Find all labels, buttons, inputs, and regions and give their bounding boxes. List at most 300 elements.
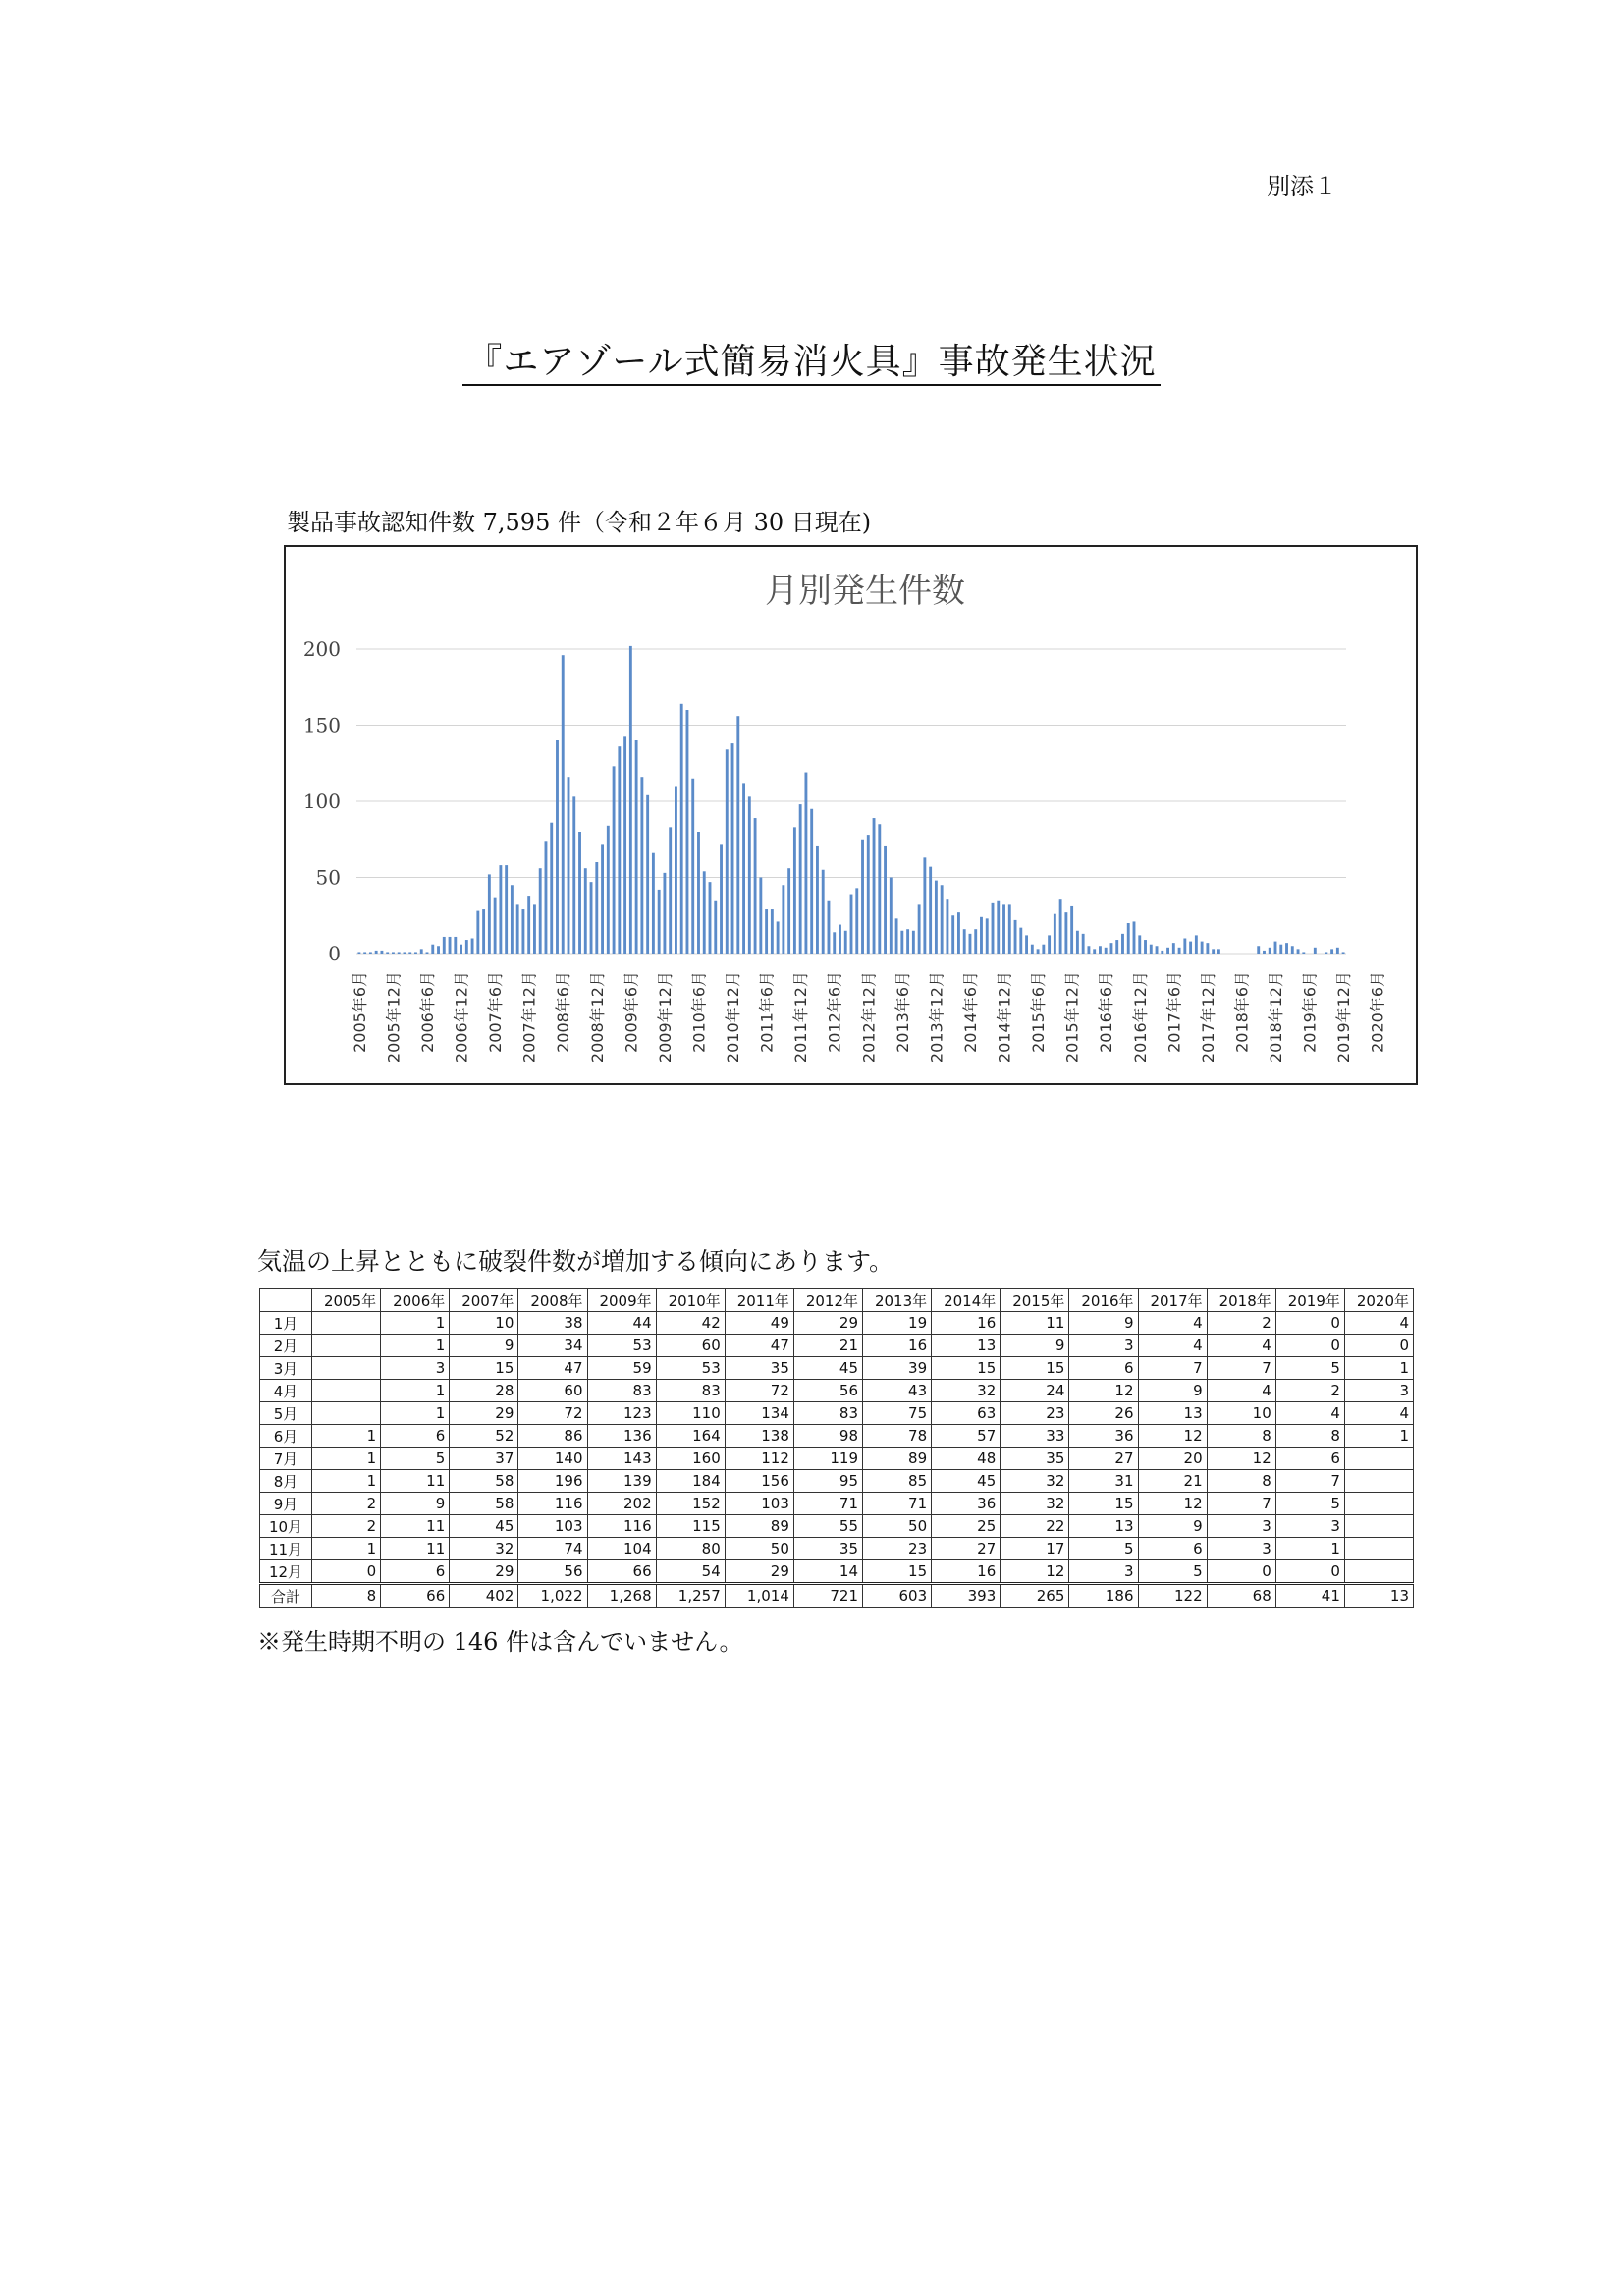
chart-bar: [1150, 945, 1153, 954]
y-tick-label: 0: [328, 942, 341, 965]
table-cell: 32: [1001, 1470, 1069, 1493]
table-cell: 3: [381, 1357, 450, 1380]
chart-bar: [782, 885, 784, 954]
table-cell: 32: [932, 1380, 1001, 1402]
x-tick-label: 2014年12月: [995, 971, 1014, 1064]
table-cell: 27: [932, 1538, 1001, 1560]
table-body: [260, 1312, 1414, 1608]
table-cell: 50: [863, 1515, 932, 1538]
x-tick-label: 2008年6月: [554, 971, 573, 1053]
table-cell: 13: [1138, 1402, 1207, 1425]
table-cell: 12: [1001, 1560, 1069, 1584]
chart-bar: [516, 904, 519, 954]
table-row: [260, 1470, 1414, 1493]
x-tick-label: 2015年12月: [1062, 971, 1082, 1064]
chart-bar: [669, 827, 672, 954]
table-cell: 5: [1275, 1493, 1344, 1515]
chart-bar: [556, 740, 559, 954]
chart-bar: [890, 878, 893, 955]
chart-bar: [1059, 899, 1062, 954]
table-cell: 7: [1275, 1470, 1344, 1493]
table-cell: 72: [518, 1402, 587, 1425]
chart-bar: [1144, 940, 1147, 954]
chart-bar: [1110, 943, 1113, 954]
unknown-period-note: ※発生時期不明の 146 件は含んでいません。: [257, 1628, 743, 1656]
table-cell: 1: [381, 1402, 450, 1425]
column-header: 2010年: [656, 1289, 725, 1312]
table-cell: 26: [1069, 1402, 1138, 1425]
total-cell: 13: [1344, 1584, 1413, 1608]
chart-bar: [1172, 943, 1175, 954]
chart-bar: [408, 952, 411, 954]
table-cell: 103: [518, 1515, 587, 1538]
chart-bar: [900, 931, 903, 954]
table-cell: 66: [587, 1560, 656, 1584]
table-cell: 0: [1275, 1335, 1344, 1357]
chart-bar: [1201, 942, 1204, 954]
chart-bar: [1263, 951, 1266, 954]
table-cell: 12: [1138, 1425, 1207, 1448]
x-tick-label: 2012年12月: [859, 971, 879, 1064]
table-cell: 45: [450, 1515, 518, 1538]
table-cell: 28: [450, 1380, 518, 1402]
chart-bar: [1330, 949, 1333, 954]
total-cell: 1,268: [587, 1584, 656, 1608]
column-header: 2013年: [863, 1289, 932, 1312]
chart-bar: [736, 716, 739, 954]
table-cell: 23: [1001, 1402, 1069, 1425]
total-cell: 66: [381, 1584, 450, 1608]
table-cell: 36: [932, 1493, 1001, 1515]
table-cell: 6: [1138, 1538, 1207, 1560]
chart-bar: [691, 779, 694, 954]
table-cell: 156: [725, 1470, 793, 1493]
table-cell: 136: [587, 1425, 656, 1448]
chart-bar: [1274, 942, 1277, 954]
chart-bar: [471, 939, 474, 955]
chart-bar: [505, 865, 508, 954]
chart-bar: [946, 899, 948, 954]
chart-svg: [286, 547, 1416, 1083]
chart-bar: [488, 874, 491, 954]
table-cell: 4: [1207, 1380, 1275, 1402]
table-cell: 160: [656, 1448, 725, 1470]
chart-bar: [1206, 943, 1209, 954]
chart-bar: [392, 952, 395, 954]
chart-bar: [1025, 935, 1028, 954]
table-cell: 11: [381, 1538, 450, 1560]
column-header: 2018年: [1207, 1289, 1275, 1312]
table-cell: 11: [381, 1470, 450, 1493]
chart-bar: [380, 951, 383, 954]
chart-bar: [1138, 935, 1141, 954]
chart-bar: [765, 909, 768, 954]
column-header: 2007年: [450, 1289, 518, 1312]
table-cell: 60: [656, 1335, 725, 1357]
table-cell: 56: [518, 1560, 587, 1584]
chart-bar: [929, 867, 932, 954]
table-cell: 6: [381, 1560, 450, 1584]
x-tick-label: 2007年12月: [519, 971, 539, 1064]
chart-bar: [1257, 946, 1260, 954]
y-axis-ticks: [303, 637, 341, 965]
table-cell: 80: [656, 1538, 725, 1560]
table-cell: 21: [1138, 1470, 1207, 1493]
table-cell: 71: [793, 1493, 862, 1515]
total-cell: 122: [1138, 1584, 1207, 1608]
table-cell: 4: [1344, 1402, 1413, 1425]
chart-bar: [839, 925, 841, 954]
table-cell: [312, 1380, 381, 1402]
column-header: 2008年: [518, 1289, 587, 1312]
chart-bar: [969, 934, 972, 954]
chart-bar: [584, 868, 587, 954]
chart-bar: [663, 873, 666, 954]
table-row: [260, 1538, 1414, 1560]
total-cell: 186: [1069, 1584, 1138, 1608]
table-row: [260, 1312, 1414, 1335]
chart-bar: [363, 952, 366, 954]
chart-bar: [1285, 943, 1288, 954]
document-title-text: 『エアゾール式簡易消火具』事故発生状況: [462, 342, 1160, 386]
chart-bar: [1014, 920, 1017, 954]
total-cell: 1,022: [518, 1584, 587, 1608]
table-cell: 50: [725, 1538, 793, 1560]
chart-bar: [1212, 949, 1215, 954]
table-cell: 12: [1138, 1493, 1207, 1515]
table-cell: 0: [1275, 1312, 1344, 1335]
table-cell: 89: [863, 1448, 932, 1470]
table-cell: 39: [863, 1357, 932, 1380]
table-cell: 8: [1207, 1470, 1275, 1493]
x-tick-label: 2012年6月: [825, 971, 844, 1053]
chart-bar: [1133, 921, 1136, 954]
chart-bar: [844, 931, 847, 954]
table-cell: 103: [725, 1493, 793, 1515]
chart-bar: [1019, 928, 1022, 954]
row-header: 7月: [260, 1448, 312, 1470]
chart-bar: [646, 795, 649, 954]
x-tick-label: 2008年12月: [587, 971, 607, 1064]
chart-bar: [1087, 946, 1090, 954]
chart-bar: [951, 915, 954, 954]
table-cell: 6: [1069, 1357, 1138, 1380]
table-cell: 42: [656, 1312, 725, 1335]
chart-bar: [1342, 952, 1345, 954]
row-header: 4月: [260, 1380, 312, 1402]
table-row: [260, 1515, 1414, 1538]
table-cell: 15: [1001, 1357, 1069, 1380]
table-cell: 1: [381, 1312, 450, 1335]
table-total-row: [260, 1584, 1414, 1608]
x-tick-label: 2009年12月: [655, 971, 675, 1064]
row-header: 5月: [260, 1402, 312, 1425]
table-cell: 75: [863, 1402, 932, 1425]
chart-bar: [420, 949, 423, 954]
y-tick-label: 50: [315, 865, 341, 890]
chart-bar: [1166, 948, 1169, 954]
x-tick-label: 2015年6月: [1029, 971, 1049, 1053]
table-cell: 0: [1344, 1335, 1413, 1357]
table-cell: 1: [381, 1335, 450, 1357]
table-cell: 29: [450, 1560, 518, 1584]
table-cell: 123: [587, 1402, 656, 1425]
chart-bar: [742, 783, 745, 954]
chart-bar: [595, 862, 598, 954]
table-cell: 34: [518, 1335, 587, 1357]
chart-bar: [1325, 952, 1327, 954]
table-cell: 23: [863, 1538, 932, 1560]
table-cell: 35: [1001, 1448, 1069, 1470]
table-cell: 4: [1275, 1402, 1344, 1425]
x-tick-label: 2017年6月: [1164, 971, 1184, 1053]
table-cell: 1: [312, 1448, 381, 1470]
chart-bar: [1099, 946, 1102, 954]
table-cell: 85: [863, 1470, 932, 1493]
table-cell: 27: [1069, 1448, 1138, 1470]
table-cell: 1: [381, 1380, 450, 1402]
x-tick-label: 2010年12月: [724, 971, 743, 1064]
table-cell: 16: [863, 1335, 932, 1357]
table-cell: 35: [793, 1538, 862, 1560]
table-cell: 19: [863, 1312, 932, 1335]
table-cell: 57: [932, 1425, 1001, 1448]
total-cell: 393: [932, 1584, 1001, 1608]
chart-bar: [357, 952, 360, 954]
table-cell: 7: [1138, 1357, 1207, 1380]
table-cell: 143: [587, 1448, 656, 1470]
chart-bar: [590, 882, 593, 954]
table-cell: 9: [1069, 1312, 1138, 1335]
chart-bar: [997, 901, 1000, 954]
row-header: 1月: [260, 1312, 312, 1335]
table-cell: 0: [1207, 1560, 1275, 1584]
table-cell: 29: [793, 1312, 862, 1335]
chart-bar: [957, 912, 960, 954]
chart-bar: [545, 841, 548, 954]
chart-bar: [709, 882, 712, 954]
column-header: 2011年: [725, 1289, 793, 1312]
chart-bar: [1183, 939, 1186, 955]
chart-bar: [623, 736, 626, 954]
table-cell: 5: [1275, 1357, 1344, 1380]
table-cell: 63: [932, 1402, 1001, 1425]
table-cell: [312, 1335, 381, 1357]
chart-bar: [799, 804, 802, 954]
table-cell: 36: [1069, 1425, 1138, 1448]
table-cell: 13: [932, 1335, 1001, 1357]
table-cell: 110: [656, 1402, 725, 1425]
chart-bar: [720, 844, 723, 954]
chart-bar: [697, 832, 700, 954]
row-header: 3月: [260, 1357, 312, 1380]
x-tick-label: 2013年12月: [927, 971, 947, 1064]
table-cell: 2: [312, 1493, 381, 1515]
row-header: 11月: [260, 1538, 312, 1560]
table-cell: 2: [312, 1515, 381, 1538]
column-header: 2015年: [1001, 1289, 1069, 1312]
table-cell: 202: [587, 1493, 656, 1515]
chart-bar: [787, 868, 790, 954]
total-cell: 402: [450, 1584, 518, 1608]
table-cell: [1344, 1560, 1413, 1584]
table-cell: 12: [1207, 1448, 1275, 1470]
chart-bar: [1195, 935, 1198, 954]
table-cell: 5: [381, 1448, 450, 1470]
table-cell: 45: [793, 1357, 862, 1380]
column-header: 2016年: [1069, 1289, 1138, 1312]
chart-bar: [861, 840, 864, 954]
chart-bar: [850, 895, 853, 954]
table-cell: [312, 1357, 381, 1380]
chart-bar: [539, 868, 542, 954]
table-cell: 58: [450, 1470, 518, 1493]
x-tick-label: 2016年12月: [1130, 971, 1150, 1064]
chart-bar: [414, 952, 417, 954]
row-header: 10月: [260, 1515, 312, 1538]
table-cell: 112: [725, 1448, 793, 1470]
x-tick-label: 2006年12月: [452, 971, 471, 1064]
table-cell: 45: [932, 1470, 1001, 1493]
document-title: [0, 334, 1623, 384]
y-tick-label: 100: [302, 790, 341, 813]
table-cell: 9: [381, 1493, 450, 1515]
table-cell: 53: [587, 1335, 656, 1357]
table-cell: [1344, 1515, 1413, 1538]
total-cell: 721: [793, 1584, 862, 1608]
chart-bar: [912, 931, 915, 954]
table-cell: 83: [587, 1380, 656, 1402]
chart-bar: [1178, 948, 1181, 954]
table-cell: 6: [381, 1425, 450, 1448]
chart-bar: [482, 909, 485, 954]
chart-bar: [1127, 923, 1130, 954]
column-header: 2012年: [793, 1289, 862, 1312]
table-cell: 95: [793, 1470, 862, 1493]
chart-bar: [533, 904, 536, 954]
x-tick-label: 2019年6月: [1300, 971, 1320, 1053]
column-header: 2006年: [381, 1289, 450, 1312]
chart-bar: [759, 878, 762, 955]
chart-bar: [895, 918, 898, 954]
chart-bar: [454, 937, 457, 954]
table-cell: 48: [932, 1448, 1001, 1470]
chart-bar: [1076, 931, 1079, 954]
table-cell: 20: [1138, 1448, 1207, 1470]
x-tick-label: 2014年6月: [960, 971, 980, 1053]
chart-bar: [1336, 948, 1339, 954]
chart-bar: [465, 940, 468, 954]
chart-title: 月別発生件数: [765, 573, 965, 610]
chart-bar: [855, 888, 858, 954]
table-cell: 196: [518, 1470, 587, 1493]
table-cell: 3: [1207, 1515, 1275, 1538]
total-row-header: 合計: [260, 1584, 312, 1608]
chart-bar: [562, 655, 565, 954]
table-cell: 1: [1344, 1425, 1413, 1448]
chart-bar: [1093, 949, 1096, 954]
table-cell: 21: [793, 1335, 862, 1357]
table-cell: 15: [932, 1357, 1001, 1380]
table-cell: 164: [656, 1425, 725, 1448]
chart-bar: [1064, 912, 1067, 954]
chart-bar: [714, 901, 717, 954]
row-header: 8月: [260, 1470, 312, 1493]
chart-bar: [1115, 940, 1118, 954]
table-cell: 184: [656, 1470, 725, 1493]
chart-bar: [793, 827, 796, 954]
table-cell: 9: [450, 1335, 518, 1357]
chart-bar: [804, 773, 807, 954]
chart-bar: [810, 809, 813, 954]
table-cell: 33: [1001, 1425, 1069, 1448]
chart-bar: [918, 904, 921, 954]
table-cell: 52: [450, 1425, 518, 1448]
table-cell: 98: [793, 1425, 862, 1448]
table-cell: 116: [587, 1515, 656, 1538]
x-tick-label: 2005年6月: [350, 971, 369, 1053]
table-cell: 16: [932, 1560, 1001, 1584]
table-cell: 3: [1069, 1335, 1138, 1357]
chart-bar: [652, 853, 655, 954]
table-cell: 43: [863, 1380, 932, 1402]
table-cell: 9: [1138, 1380, 1207, 1402]
table-row: [260, 1402, 1414, 1425]
x-tick-label: 2018年6月: [1232, 971, 1252, 1053]
table-cell: 3: [1344, 1380, 1413, 1402]
table-row: [260, 1560, 1414, 1584]
table-cell: 13: [1069, 1515, 1138, 1538]
chart-bar: [703, 871, 706, 954]
table-cell: 15: [450, 1357, 518, 1380]
chart-bar: [771, 909, 774, 954]
table-cell: 83: [793, 1402, 862, 1425]
total-cell: 41: [1275, 1584, 1344, 1608]
chart-bar: [1054, 914, 1056, 954]
chart-bar: [963, 929, 966, 954]
table-cell: 119: [793, 1448, 862, 1470]
row-header: 6月: [260, 1425, 312, 1448]
chart-bar: [878, 824, 881, 954]
chart-bar: [906, 929, 909, 954]
chart-bar: [635, 740, 638, 954]
chart-bar: [572, 796, 575, 954]
chart-bar: [935, 881, 938, 954]
table-cell: 71: [863, 1493, 932, 1515]
table-cell: 78: [863, 1425, 932, 1448]
x-tick-label: 2011年6月: [757, 971, 777, 1053]
table-cell: 35: [725, 1357, 793, 1380]
y-tick-label: 150: [302, 713, 341, 738]
chart-bar: [1217, 949, 1220, 954]
table-row: [260, 1335, 1414, 1357]
chart-bar: [1279, 945, 1282, 954]
chart-bar: [618, 746, 621, 954]
chart-bar: [974, 929, 977, 954]
table-cell: 140: [518, 1448, 587, 1470]
table-cell: 6: [1275, 1448, 1344, 1470]
table-cell: 4: [1207, 1335, 1275, 1357]
table-cell: 9: [1138, 1515, 1207, 1538]
chart-bar: [398, 952, 401, 954]
table-cell: 104: [587, 1538, 656, 1560]
chart-bar: [426, 952, 429, 954]
table-cell: 2: [1275, 1380, 1344, 1402]
monthly-incidents-table: [259, 1288, 1414, 1608]
column-header: 2019年: [1275, 1289, 1344, 1312]
table-cell: 9: [1001, 1335, 1069, 1357]
table-cell: 29: [450, 1402, 518, 1425]
